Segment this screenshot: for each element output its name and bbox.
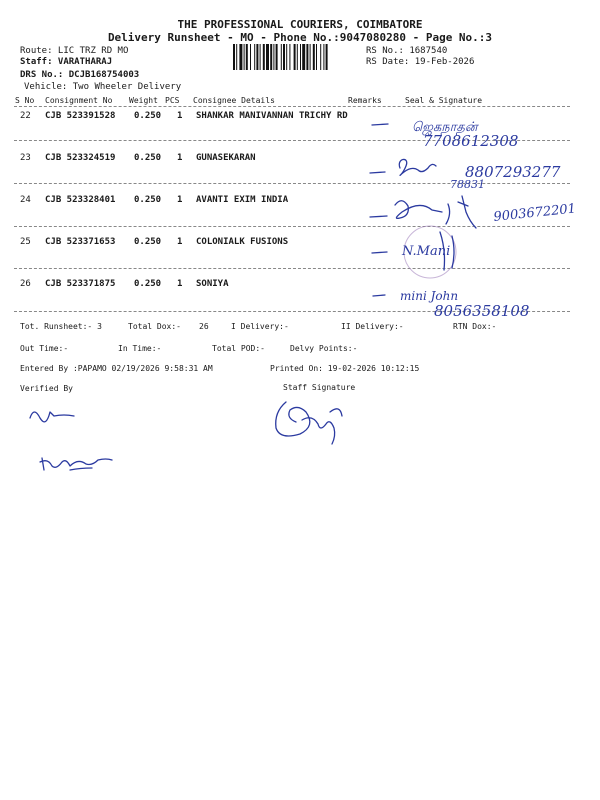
staff-signature-label: Staff Signature (283, 383, 356, 392)
row-sno: 25 (20, 237, 31, 247)
rs-date: RS Date: 19-Feb-2026 (366, 57, 475, 67)
verified-by-label: Verified By (20, 384, 73, 393)
printed-on: Printed On: 19-02-2026 10:12:15 (270, 364, 420, 373)
row-consignee: COLONIALK FUSIONS (196, 237, 289, 247)
delvy-points: Delvy Points:- (290, 344, 358, 353)
verified-signature (40, 458, 112, 470)
row-consignment: CJB 523391528 (45, 111, 116, 121)
total-pod: Total POD:- (212, 344, 265, 353)
company-title: THE PROFESSIONAL COURIERS, COIMBATORE (177, 18, 423, 31)
row-sno: 26 (20, 279, 31, 289)
tot-runsheet: Tot. Runsheet:- 3 (20, 322, 102, 331)
col-header-consignee: Consignee Details (193, 96, 275, 105)
row-weight: 0.250 (134, 279, 162, 289)
row-pcs: 1 (177, 195, 183, 205)
remark-dash (372, 252, 387, 253)
col-header-seal: Seal & Signature (405, 96, 483, 105)
col-header-weight: Weight (129, 96, 158, 105)
row-consignee: SHANKAR MANIVANNAN TRICHY RD (196, 111, 348, 121)
i-delivery: I Delivery:- (231, 322, 289, 331)
row-pcs: 1 (177, 153, 183, 163)
row-consignee: AVANTI EXIM INDIA (196, 195, 289, 205)
entered-by: Entered By :PAPAMO 02/19/2026 9:58:31 AM (20, 364, 213, 373)
handwritten-name: ஜெகநாதன் (412, 120, 478, 135)
col-header-remarks: Remarks (348, 96, 382, 105)
handwritten-phone: 7708612308 (423, 132, 519, 150)
handwritten-note: 78831 (450, 178, 485, 191)
remark-dash (373, 295, 385, 296)
row-weight: 0.250 (134, 153, 162, 163)
staff-signature (276, 402, 342, 444)
handwritten-name: N.Mani (402, 244, 451, 259)
total-dox-value: 26 (199, 322, 209, 331)
remark-dash (370, 172, 385, 173)
row-consignee: GUNASEKARAN (196, 153, 256, 163)
rs-number: RS No.: 1687540 (366, 46, 448, 56)
remark-dash (372, 124, 388, 125)
row-consignee: SONIYA (196, 279, 229, 289)
row-weight: 0.250 (134, 195, 162, 205)
row-sno: 22 (20, 111, 31, 121)
in-time: In Time:- (118, 344, 162, 353)
row-weight: 0.250 (134, 111, 162, 121)
out-time: Out Time:- (20, 344, 69, 353)
route-label: Route: LIC TRZ RD MO (20, 46, 129, 56)
col-header-consignment: Consignment No (45, 96, 113, 105)
remark-dash (370, 216, 387, 217)
row-pcs: 1 (177, 111, 183, 121)
handwritten-signature (399, 159, 436, 175)
row-consignment: CJB 523328401 (45, 195, 116, 205)
row-weight: 0.250 (134, 237, 162, 247)
row-sno: 24 (20, 195, 31, 205)
runsheet-title: Delivery Runsheet - MO - Phone No.:9047080280 - Page No.:3 (107, 31, 493, 44)
total-dox-label: Total Dox:- (128, 322, 181, 331)
row-pcs: 1 (177, 279, 183, 289)
col-header-pcs: PCS (165, 96, 180, 105)
handwritten-phone: 9003672201 (492, 201, 577, 225)
row-pcs: 1 (177, 237, 183, 247)
staff-label: Staff: VARATHARAJ (20, 57, 113, 67)
vehicle-label: Vehicle: Two Wheeler Delivery (24, 82, 182, 92)
row-consignment: CJB 523371875 (45, 279, 116, 289)
verified-signature (30, 412, 74, 422)
row-consignment: CJB 523371653 (45, 237, 116, 247)
rtn-dox: RTN Dox:- (453, 322, 497, 331)
ii-delivery: II Delivery:- (341, 322, 404, 331)
handwritten-name: mini John (400, 289, 459, 303)
row-sno: 23 (20, 153, 31, 163)
handwritten-phone: 8807293277 (465, 163, 561, 181)
row-consignment: CJB 523324519 (45, 153, 116, 163)
col-header-sno: S No (15, 96, 35, 105)
handwritten-phone: 8056358108 (434, 302, 530, 320)
drs-label: DRS No.: DCJB168754003 (20, 70, 140, 80)
handwritten-signature (395, 196, 476, 228)
